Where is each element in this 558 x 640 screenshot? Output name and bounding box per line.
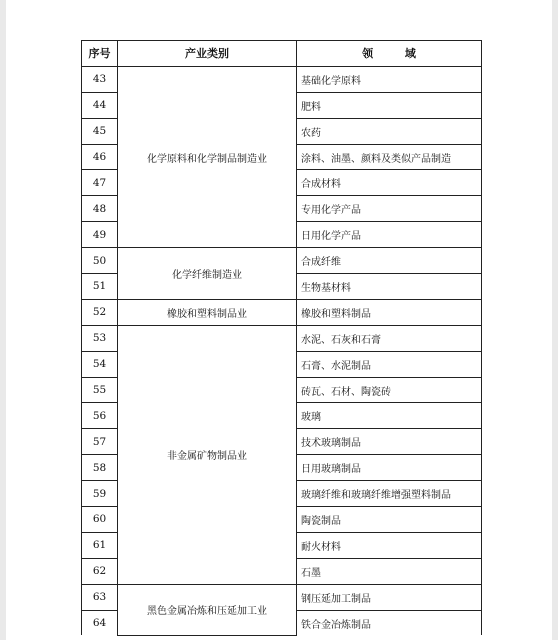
row-index: 43 [82,66,118,92]
field-cell: 玻璃纤维和玻璃纤维增强塑料制品 [297,481,482,507]
row-index: 50 [82,248,118,274]
field-cell: 钢压延加工制品 [297,584,482,610]
header-index: 序号 [82,41,118,67]
category-cell: 黑色金属冶炼和压延加工业 [118,584,297,635]
table-row [82,299,482,325]
row-index: 54 [82,351,118,377]
field-cell: 水泥、石灰和石膏 [297,325,482,351]
field-cell: 石膏、水泥制品 [297,351,482,377]
category-cell: 非金属矿物制品业 [118,325,297,584]
row-index: 61 [82,532,118,558]
table-row [82,248,482,274]
field-cell: 肥料 [297,92,482,118]
field-cell: 橡胶和塑料制品 [297,299,482,325]
row-index: 64 [82,610,118,635]
field-cell: 基础化学原料 [297,66,482,92]
field-cell: 生物基材料 [297,274,482,300]
field-cell: 合成纤维 [297,248,482,274]
table-row [82,584,482,610]
header-row [82,41,482,67]
row-index: 52 [82,299,118,325]
header-field: 领 域 [297,41,482,67]
row-index: 44 [82,92,118,118]
field-cell: 玻璃 [297,403,482,429]
row-index: 49 [82,222,118,248]
table-row [82,66,482,92]
field-cell: 铁合金冶炼制品 [297,610,482,635]
table-row [82,325,482,351]
field-cell: 合成材料 [297,170,482,196]
field-cell: 专用化学产品 [297,196,482,222]
field-cell: 日用玻璃制品 [297,455,482,481]
row-index: 53 [82,325,118,351]
field-cell: 陶瓷制品 [297,507,482,533]
field-cell: 涂料、油墨、颜料及类似产品制造 [297,144,482,170]
category-cell: 橡胶和塑料制品业 [118,299,297,325]
field-cell: 石墨 [297,558,482,584]
field-cell: 日用化学产品 [297,222,482,248]
row-index: 55 [82,377,118,403]
category-cell: 化学纤维制造业 [118,248,297,300]
row-index: 51 [82,274,118,300]
field-cell: 技术玻璃制品 [297,429,482,455]
row-index: 57 [82,429,118,455]
row-index: 47 [82,170,118,196]
field-cell: 农药 [297,118,482,144]
header-category: 产业类别 [118,41,297,67]
row-index: 58 [82,455,118,481]
row-index: 45 [82,118,118,144]
row-index: 48 [82,196,118,222]
field-cell: 砖瓦、石材、陶瓷砖 [297,377,482,403]
row-index: 60 [82,507,118,533]
row-index: 56 [82,403,118,429]
row-index: 59 [82,481,118,507]
row-index: 62 [82,558,118,584]
category-cell: 化学原料和化学制品制造业 [118,66,297,247]
industry-table [81,40,482,636]
row-index: 63 [82,584,118,610]
row-index: 46 [82,144,118,170]
field-cell: 耐火材料 [297,532,482,558]
